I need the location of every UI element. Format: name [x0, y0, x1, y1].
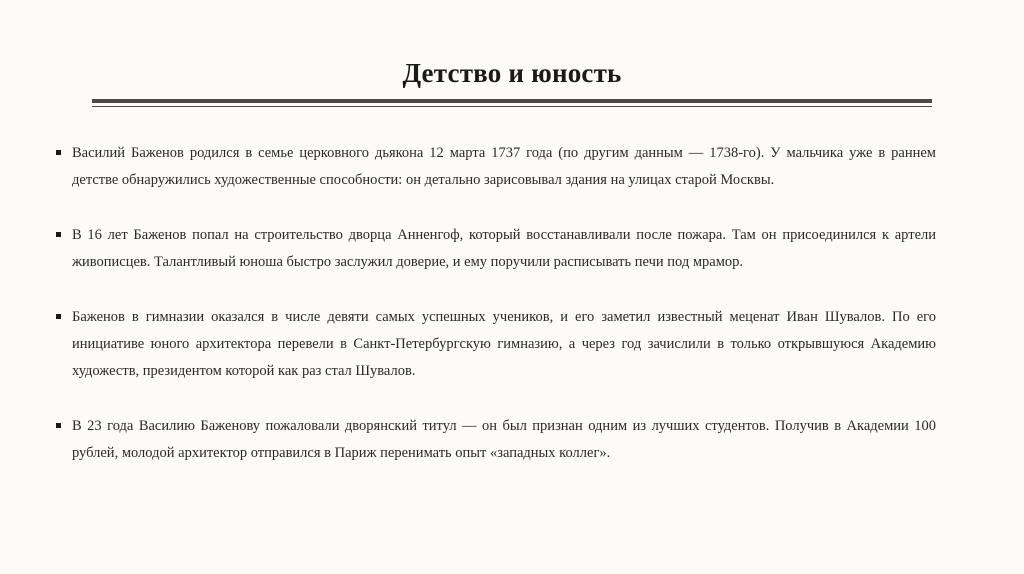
title-underline-thick — [92, 99, 932, 103]
bullet-text: В 16 лет Баженов попал на строительство дворца Анненгоф, который восстанавливали после пожара. Там он присоединился к артели живописцев. Талантливый юноша быстро заслужил доверие, и ему поручили расписывать печи под мрамор. — [72, 227, 936, 270]
bullet-text: В 23 года Василию Баженову пожаловали дворянский титул — он был признан одним из лучших студентов. Получив в Академии 100 рублей, молодой архитектор отправился в Париж перенимать опыт «западных коллег». — [72, 418, 936, 461]
bullet-item — [56, 140, 936, 194]
square-bullet-icon — [56, 150, 61, 155]
bullet-item — [56, 304, 936, 385]
bullet-list — [56, 140, 936, 467]
square-bullet-icon — [56, 314, 61, 319]
bullet-text: Василий Баженов родился в семье церковного дьякона 12 марта 1737 года (по другим данным — 1738-го). У мальчика уже в раннем детстве обнаружились художественные способности: он детально зарисовывал здания на улицах старой Москвы. — [72, 145, 936, 188]
title-underline-thin — [92, 106, 932, 107]
bullet-text: Баженов в гимназии оказался в числе девяти самых успешных учеников, и его заметил известный меценат Иван Шувалов. По его инициативе юного архитектора перевели в Санкт-Петербургскую гимназию, а через год зачислили в только открывшуюся Академию художеств, президентом которой как раз стал Шувалов. — [72, 309, 936, 379]
slide-title: Детство и юность — [402, 58, 622, 88]
square-bullet-icon — [56, 423, 61, 428]
square-bullet-icon — [56, 232, 61, 237]
bullet-item — [56, 222, 936, 276]
bullet-item — [56, 413, 936, 467]
